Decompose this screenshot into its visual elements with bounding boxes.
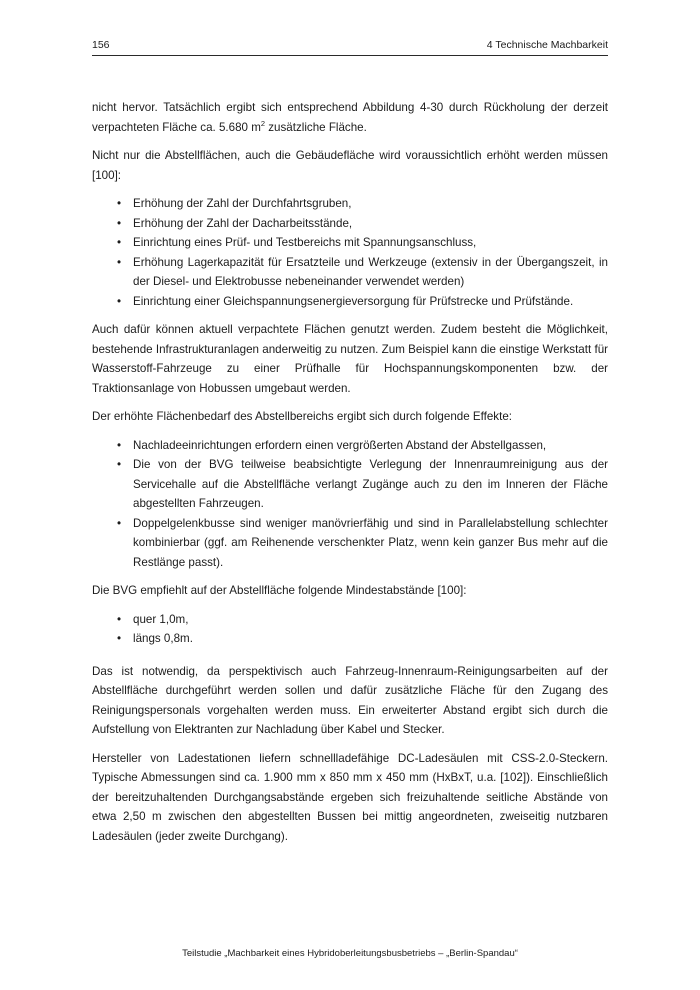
bullet-list-building-measures: [92, 194, 608, 311]
paragraph-cleaning-access: Das ist notwendig, da perspektivisch auch Fahrzeug-Innenraum-Reinigungsarbeiten auf der Abstellfläche durchgeführt werden sollen und dafür zusätzliche Fläche für den Zugang des Reinigungspersonals vorgehalten werden muss. Ein erweiterter Abstand ergibt sich durch die Aufstellung von Elektranten zur Nachladung über Kabel und Stecker.: [92, 664, 608, 736]
paragraph-area-gain: [92, 98, 608, 137]
bullet-list-area-effects: [92, 436, 608, 573]
paragraph-area-gain-tail: zusätzliche Fläche.: [265, 120, 367, 134]
superscript-square-meter: 2: [260, 118, 266, 128]
list-item: • Nachladeeinrichtungen erfordern einen vergrößerten Abstand der Abstellgassen,: [92, 436, 608, 456]
header-rule: [92, 55, 608, 56]
page-number: 156: [92, 39, 110, 51]
list-item: • Erhöhung der Zahl der Durchfahrtsgruben,: [92, 194, 608, 214]
paragraph-charging-stations: Hersteller von Ladestationen liefern schnellladefähige DC-Ladesäulen mit CSS-2.0-Steckern. Typische Abmessungen sind ca. 1.900 mm x 850 mm x 450 mm (HxBxT, u.a. [102]). Einschließlich der bereitzuhaltenden Durchgangsabstände ergeben sich freizuhaltende seitliche Abstände von etwa 2,50 m zwischen den abgestellten Bussen bei mittig angeordneten, zweiseitig nutzbaren Ladesäulen (jeder zweite Durchgang).: [92, 751, 608, 843]
list-item: • Doppelgelenkbusse sind weniger manövrierfähig und sind in Parallelabstellung schlechter kombinierbar (ggf. am Reihenende verschenkter Platz, wenn kein ganzer Bus mehr auf die Restlänge passt).: [92, 514, 608, 573]
paragraph-building-area-intro: Nicht nur die Abstellflächen, auch die Gebäudefläche wird voraussichtlich erhöht werden müssen [100]:: [92, 149, 608, 182]
paragraph-bvg-recommendation: Die BVG empfiehlt auf der Abstellfläche folgende Mindestabstände [100]:: [92, 584, 467, 597]
page-body: [92, 98, 608, 855]
page-header: [92, 38, 608, 52]
chapter-title: 4 Technische Machbarkeit: [486, 39, 608, 51]
list-item: • Die von der BVG teilweise beabsichtigte Verlegung der Innenraumreinigung aus der Servicehalle auf die Abstellfläche verlangt Zugänge auch zu den im Inneren der Fläche abgestellten Fahrzeugen.: [92, 455, 608, 514]
bullet-list-minimum-distances: [92, 610, 608, 649]
list-item: • Einrichtung einer Gleichspannungsenergieversorgung für Prüfstrecke und Prüfstände.: [92, 292, 608, 312]
list-item: • Erhöhung Lagerkapazität für Ersatzteile und Werkzeuge (extensiv in der Übergangszeit, in der Diesel- und Elektrobusse nebeneinander verwendet werden): [92, 253, 608, 292]
list-item: • quer 1,0m,: [92, 610, 608, 630]
paragraph-effects-intro: Der erhöhte Flächenbedarf des Abstellbereichs ergibt sich durch folgende Effekte:: [92, 410, 512, 423]
list-item: • Einrichtung eines Prüf- und Testbereichs mit Spannungsanschluss,: [92, 233, 608, 253]
footer-study-title: Teilstudie „Machbarkeit eines Hybridoberleitungsbusbetriebs – „Berlin-Spandau“: [182, 948, 518, 959]
list-item: • längs 0,8m.: [92, 629, 608, 649]
page-footer: [0, 947, 700, 960]
list-item: • Erhöhung der Zahl der Dacharbeitsstände,: [92, 214, 608, 234]
paragraph-infrastructure-reuse: Auch dafür können aktuell verpachtete Flächen genutzt werden. Zudem besteht die Möglichkeit, bestehende Infrastrukturanlagen anderweitig zu nutzen. Zum Beispiel kann die einstige Werkstatt für Wasserstoff-Fahrzeuge zu einer Prüfhalle für Hochspannungskomponenten bzw. der Traktionsanlage von Hobussen umgebaut werden.: [92, 323, 608, 395]
paragraph-area-gain-text: nicht hervor. Tatsächlich ergibt sich entsprechend Abbildung 4-30 durch Rückholung der derzeit verpachteten Fläche ca. 5.680 m: [92, 101, 608, 134]
